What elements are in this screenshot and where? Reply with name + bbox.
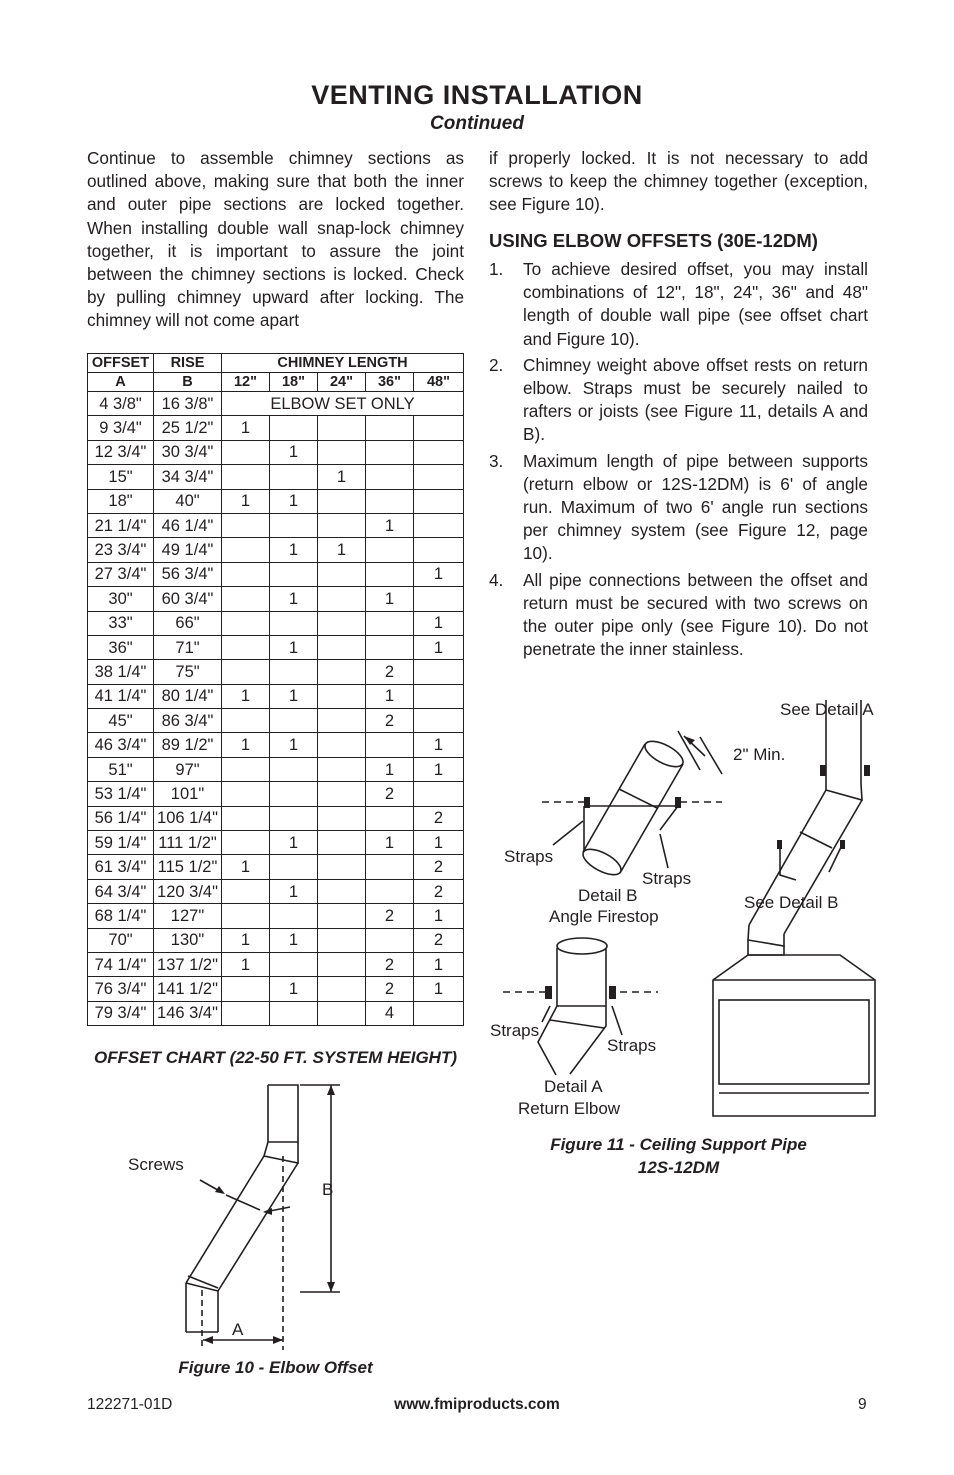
chimney-length-cell: 1 [414,757,464,781]
chimney-length-cell: 1 [366,684,414,708]
offset-cell: 74 1/4" [88,952,154,976]
chimney-length-cell: 1 [366,513,414,537]
step-number: 1. [489,259,504,279]
figure-11-caption-line1: Figure 11 - Ceiling Support Pipe [550,1135,807,1154]
offset-cell: 21 1/4" [88,513,154,537]
offset-cell: 64 3/4" [88,879,154,903]
header-a: A [88,373,154,392]
offset-cell: 27 3/4" [88,562,154,586]
figure-11-caption [489,1133,868,1179]
chimney-length-cell: 1 [270,977,318,1001]
chimney-length-cell: 1 [270,538,318,562]
return-elbow-label: Return Elbow [518,1099,621,1118]
offset-cell: 79 3/4" [88,1001,154,1025]
rise-cell: 80 1/4" [154,684,222,708]
chimney-length-cell: 1 [222,489,270,513]
chimney-length-cell: 1 [270,879,318,903]
offset-cell: 46 3/4" [88,733,154,757]
chimney-length-cell: 1 [270,489,318,513]
chimney-length-cell: 2 [366,977,414,1001]
offset-cell: 53 1/4" [88,782,154,806]
chimney-length-cell: 4 [366,1001,414,1025]
rise-cell: 146 3/4" [154,1001,222,1025]
straps-label: Straps [642,869,692,888]
rise-cell: 71" [154,635,222,659]
chimney-length-cell: 1 [270,440,318,464]
straps-label: Straps [490,1021,540,1040]
rise-cell: 34 3/4" [154,465,222,489]
rise-cell: 30 3/4" [154,440,222,464]
rise-cell: 16 3/8" [154,392,222,416]
two-inch-min-label: 2" Min. [733,745,786,764]
straps-label: Straps [504,847,554,866]
rise-cell: 46 1/4" [154,513,222,537]
chimney-length-cell: 1 [414,831,464,855]
step-number: 3. [489,450,504,471]
rise-cell: 25 1/2" [154,416,222,440]
chimney-length-cell: 2 [414,879,464,903]
see-detail-b-label: See Detail B [744,893,839,912]
footer-url[interactable]: www.fmiproducts.com [394,1396,560,1413]
chimney-length-cell: 1 [270,831,318,855]
chimney-length-cell: 2 [414,855,464,879]
offset-cell: 61 3/4" [88,855,154,879]
step-text: To achieve desired offset, you may install combinations of 12", 18", 24", 36" and 48" length of double wall pipe (see offset chart and Figure 10). [523,259,868,349]
header-length: 48" [414,373,464,392]
step-number: 2. [489,354,504,375]
offset-cell: 23 3/4" [88,538,154,562]
rise-cell: 60 3/4" [154,587,222,611]
offset-cell: 45" [88,709,154,733]
left-paragraph: Continue to assemble chimney sections as outlined above, making sure that both the inner and outer pipe sections are locked together. When installing double wall snap-lock chimney together, it is important to assure the joint between the chimney sections is locked. Check by pulling chimney upward after locking. The chimney will not come apart [87,148,464,331]
rise-cell: 115 1/2" [154,855,222,879]
elbow-set-only-cell: ELBOW SET ONLY [222,392,464,416]
offset-chart-caption: OFFSET CHART (22-50 FT. SYSTEM HEIGHT) [93,1048,457,1067]
rise-cell: 120 3/4" [154,879,222,903]
right-paragraph: if properly locked. It is not necessary to add screws to keep the chimney together (exception, see Figure 10). [489,148,868,215]
header-rise: RISE [154,354,222,373]
chimney-length-cell: 1 [222,733,270,757]
chimney-length-cell: 1 [222,952,270,976]
rise-cell: 141 1/2" [154,977,222,1001]
offset-cell: 76 3/4" [88,977,154,1001]
rise-cell: 97" [154,757,222,781]
footer-page-number: 9 [858,1396,867,1413]
section-heading: USING ELBOW OFFSETS (30E-12DM) [489,230,818,251]
rise-cell: 56 3/4" [154,562,222,586]
offset-cell: 38 1/4" [88,660,154,684]
chimney-length-cell: 1 [222,684,270,708]
offset-cell: 30" [88,587,154,611]
rise-cell: 106 1/4" [154,806,222,830]
see-detail-a-label: See Detail A [780,700,874,719]
chimney-length-cell: 1 [318,538,366,562]
header-chimney-length: CHIMNEY LENGTH [222,354,464,373]
offset-cell: 68 1/4" [88,904,154,928]
figure-11-caption-line2: 12S-12DM [637,1158,720,1177]
page-subtitle: Continued [430,113,524,134]
offset-cell: 33" [88,611,154,635]
chimney-length-cell: 1 [414,635,464,659]
rise-cell: 75" [154,660,222,684]
header-b: B [154,373,222,392]
chimney-length-cell: 1 [270,635,318,659]
header-length: 12" [222,373,270,392]
rise-cell: 101" [154,782,222,806]
chimney-length-cell: 1 [366,587,414,611]
chimney-length-cell: 1 [414,733,464,757]
offset-cell: 41 1/4" [88,684,154,708]
step-text: All pipe connections between the offset and return must be secured with two screws on the outer pipe only (see Figure 10). Do not penetrate the inner stainless. [523,569,868,660]
chimney-length-cell: 1 [366,831,414,855]
offset-cell: 59 1/4" [88,831,154,855]
chimney-length-cell: 2 [366,709,414,733]
chimney-length-cell: 2 [366,904,414,928]
header-length: 36" [366,373,414,392]
dimension-a-label: A [232,1320,244,1339]
dimension-b-label: B [322,1180,334,1199]
rise-cell: 130" [154,928,222,952]
detail-a-label: Detail A [544,1077,603,1096]
header-offset: OFFSET [88,354,154,373]
offset-cell: 15" [88,465,154,489]
chimney-length-cell: 2 [366,782,414,806]
chimney-length-cell: 1 [222,928,270,952]
chimney-length-cell: 1 [414,611,464,635]
detail-b-label: Detail B [578,886,638,905]
chimney-length-cell: 1 [222,416,270,440]
chimney-length-cell: 1 [270,684,318,708]
step-text: Maximum length of pipe between supports (return elbow or 12S-12DM) is 6' of angle run. Maximum of two 6' angle run sections per chimney system (see Figure 12, page 10). [523,450,868,564]
offset-cell: 36" [88,635,154,659]
offset-cell: 70" [88,928,154,952]
chimney-length-cell: 2 [366,660,414,684]
chimney-length-cell: 2 [366,952,414,976]
header-length: 18" [270,373,318,392]
rise-cell: 89 1/2" [154,733,222,757]
header-length: 24" [318,373,366,392]
offset-cell: 18" [88,489,154,513]
chimney-length-cell: 1 [414,952,464,976]
footer-doc-number: 122271-01D [87,1396,173,1413]
chimney-length-cell: 1 [414,977,464,1001]
screws-label: Screws [128,1155,184,1174]
offset-cell: 4 3/8" [88,392,154,416]
rise-cell: 127" [154,904,222,928]
chimney-length-cell: 1 [366,757,414,781]
angle-firestop-label: Angle Firestop [549,907,659,926]
chimney-length-cell: 1 [270,587,318,611]
chimney-length-cell: 1 [414,562,464,586]
chimney-length-cell: 1 [270,733,318,757]
step-text: Chimney weight above offset rests on return elbow. Straps must be securely nailed to rafters or joists (see Figure 11, details A and B). [523,354,868,445]
rise-cell: 40" [154,489,222,513]
chimney-length-cell: 2 [414,928,464,952]
straps-label: Straps [607,1036,657,1055]
page-title: VENTING INSTALLATION [311,80,643,110]
rise-cell: 86 3/4" [154,709,222,733]
offset-cell: 56 1/4" [88,806,154,830]
rise-cell: 66" [154,611,222,635]
rise-cell: 111 1/2" [154,831,222,855]
rise-cell: 49 1/4" [154,538,222,562]
chimney-length-cell: 1 [318,465,366,489]
offset-cell: 12 3/4" [88,440,154,464]
offset-cell: 9 3/4" [88,416,154,440]
rise-cell: 137 1/2" [154,952,222,976]
offset-cell: 51" [88,757,154,781]
step-number: 4. [489,569,504,590]
chimney-length-cell: 1 [270,928,318,952]
chimney-length-cell: 1 [222,855,270,879]
figure-10-caption: Figure 10 - Elbow Offset [178,1358,373,1377]
chimney-length-cell: 1 [414,904,464,928]
chimney-length-cell: 2 [414,806,464,830]
